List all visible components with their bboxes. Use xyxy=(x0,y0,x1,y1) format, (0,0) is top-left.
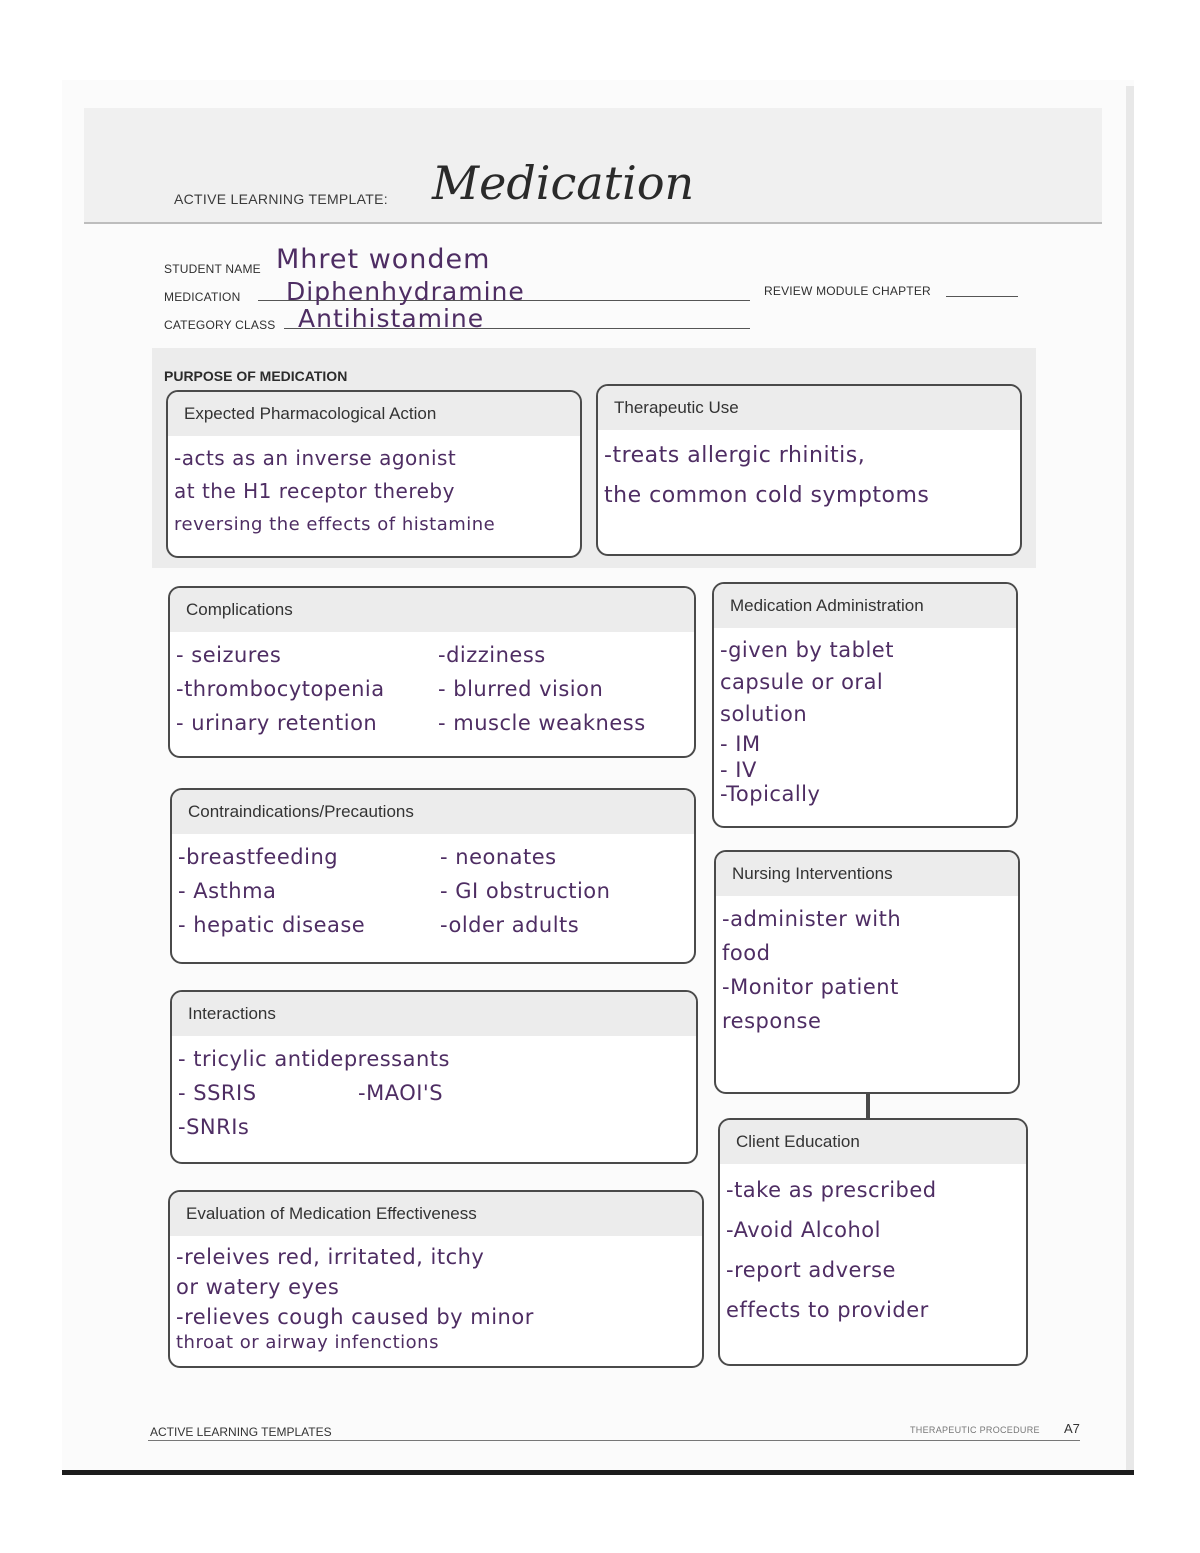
page-bottom-edge xyxy=(62,1470,1134,1475)
list-item: - Asthma - GI obstruction xyxy=(178,879,611,903)
contraindications-title: Contraindications/Precautions xyxy=(172,790,694,834)
medication-label: MEDICATION xyxy=(164,290,241,304)
therapeutic-use-title: Therapeutic Use xyxy=(598,386,1020,430)
contraindications-box xyxy=(170,788,696,964)
category-label: CATEGORY CLASS xyxy=(164,318,276,332)
purpose-title: PURPOSE OF MEDICATION xyxy=(164,368,348,384)
therapeutic-use-body: -treats allergic rhinitis, the common cold symptoms xyxy=(604,443,930,508)
administration-box xyxy=(712,582,1018,828)
nursing-title: Nursing Interventions xyxy=(716,852,1018,896)
list-item: - seizures -dizziness xyxy=(176,643,546,667)
expected-action-box xyxy=(166,390,582,558)
list-item: -SNRIs xyxy=(178,1115,250,1139)
footer-left: ACTIVE LEARNING TEMPLATES xyxy=(150,1425,332,1439)
student-name-value: Mhret wondem xyxy=(276,244,491,275)
interactions-body xyxy=(172,1036,696,1144)
evaluation-box xyxy=(168,1190,704,1368)
evaluation-body: -releives red, irritated, itchy or watery eyes -relieves cough caused by minor throat or airway infenctions xyxy=(176,1245,534,1353)
expected-action-body: -acts as an inverse agonist at the H1 receptor thereby reversing the effects of histamine xyxy=(174,446,496,535)
nursing-body: -administer with food -Monitor patient response xyxy=(722,907,902,1033)
expected-action-title: Expected Pharmacological Action xyxy=(168,392,580,436)
complications-body xyxy=(170,632,694,740)
student-name-label: STUDENT NAME xyxy=(164,262,261,276)
list-item: -breastfeeding - neonates xyxy=(178,845,557,869)
list-item: - SSRIS -MAOI'S xyxy=(178,1081,444,1105)
template-title: Medication xyxy=(432,156,695,210)
evaluation-title: Evaluation of Medication Effectiveness xyxy=(170,1192,702,1236)
review-module-line xyxy=(946,296,1018,297)
nursing-education-connector xyxy=(866,1094,870,1120)
header-rule xyxy=(84,222,1102,224)
page-number: A7 xyxy=(1064,1421,1080,1436)
list-item: - urinary retention - muscle weakness xyxy=(176,711,646,735)
client-education-title: Client Education xyxy=(720,1120,1026,1164)
list-item: - hepatic disease -older adults xyxy=(178,913,580,937)
interactions-title: Interactions xyxy=(172,992,696,1036)
administration-title: Medication Administration xyxy=(714,584,1016,628)
list-item: -thrombocytopenia - blurred vision xyxy=(176,677,604,701)
administration-body: -given by tablet capsule or oral solution - IM - IV -Topically xyxy=(720,638,894,806)
contraindications-body xyxy=(172,834,694,942)
nursing-box xyxy=(714,850,1020,1094)
complications-title: Complications xyxy=(170,588,694,632)
footer-rule xyxy=(148,1440,1080,1441)
complications-box xyxy=(168,586,696,758)
list-item: - tricylic antidepressants xyxy=(178,1047,450,1071)
page-edge-shadow xyxy=(1126,86,1134,1474)
client-education-body: -take as prescribed -Avoid Alcohol -report adverse effects to provider xyxy=(726,1178,937,1322)
template-label: ACTIVE LEARNING TEMPLATE: xyxy=(174,191,388,207)
review-module-label: REVIEW MODULE CHAPTER xyxy=(764,284,931,298)
client-education-box xyxy=(718,1118,1028,1366)
therapeutic-use-box xyxy=(596,384,1022,556)
medication-value: Diphenhydramine xyxy=(286,277,525,306)
footer-right: THERAPEUTIC PROCEDURE xyxy=(910,1425,1040,1435)
category-value: Antihistamine xyxy=(298,304,485,333)
interactions-box xyxy=(170,990,698,1164)
